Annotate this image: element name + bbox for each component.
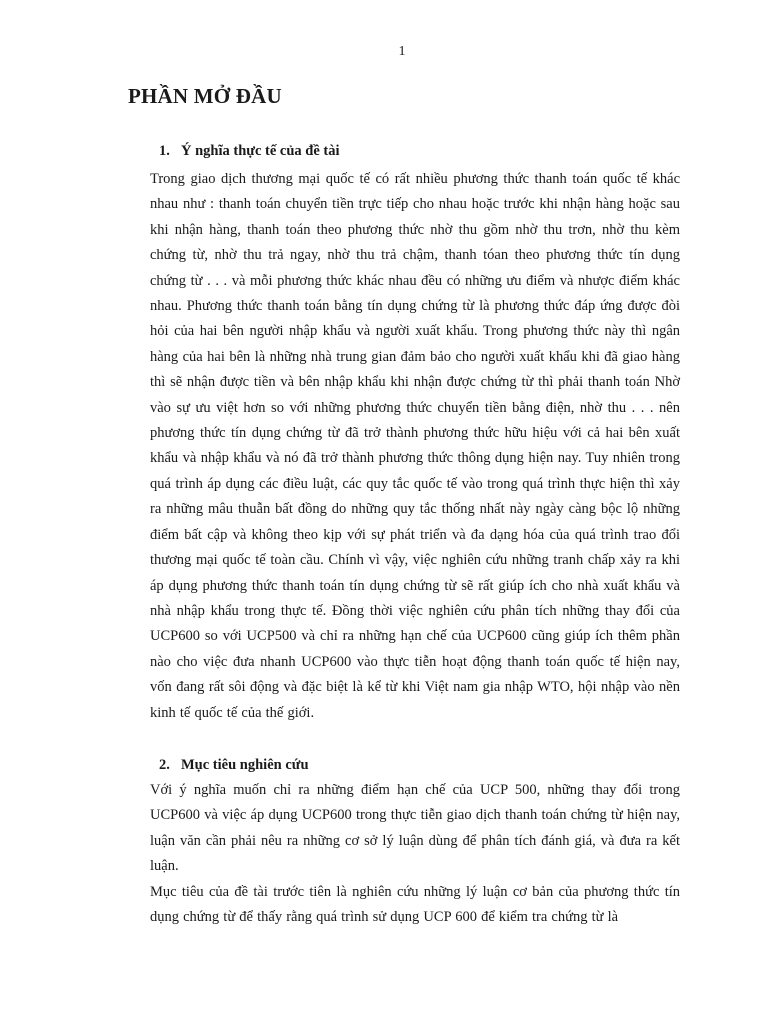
- body-paragraph: Với ý nghĩa muốn chỉ ra những điểm hạn chế của UCP 500, những thay đổi trong UCP600 và việc áp dụng UCP600 trong thực tiễn giao dịch thanh toán chứng từ hiện nay, luận văn cần phải nêu ra những cơ sở lý luận dùng để phân tích đánh giá, và đưa ra kết luận.: [150, 782, 680, 875]
- section-title-1: Ý nghĩa thực tế của đề tài: [181, 143, 340, 159]
- section-2-body: [150, 778, 680, 880]
- section-2-body-continued: [150, 880, 680, 931]
- section-1-body: [150, 167, 680, 726]
- body-paragraph: Trong giao dịch thương mại quốc tế có rất nhiều phương thức thanh toán quốc tế khác nhau như : thanh toán chuyển tiền trực tiếp cho nhau hoặc trước khi nhận hàng hoặc sau khi nhận hàng, thanh toán theo phương thức nhờ thu gồm nhờ thu trơn, nhờ thu kèm chứng từ, nhờ thu trả ngay, nhờ thu trả chậm, thanh tóan theo phương thức tín dụng chứng từ . . . và mỗi phương thức khác nhau đều có những ưu điểm và nhược điểm khác nhau. Phương thức thanh toán bằng tín dụng chứng từ là phương thức đáp ứng được đòi hỏi của hai bên người nhập khẩu và người xuất khẩu. Trong phương thức này thì ngân hàng của hai bên là những nhà trung gian đảm bảo cho người xuất khẩu khi đã giao hàng thì sẽ nhận được tiền và bên nhập khẩu khi nhận được chứng từ thì phải thanh toán Nhờ vào sự ưu việt hơn so với những phương thức chuyển tiền bằng điện, nhờ thu . . . nên phương thức tín dụng chứng từ đã trở thành phương thức hữu hiệu với cả hai bên xuất khẩu và nhập khẩu và nó đã trở thành phương thức thông dụng hiện nay. Tuy nhiên trong quá trình áp dụng các điều luật, các quy tắc quốc tế vào trong quá trình thực hiện thì xảy ra những mâu thuẫn bất đồng do những quy tắc thống nhất này ngày càng bộc lộ những điểm bất cập và không theo kịp với sự phát triển và đa dạng hóa của quá trình trao đổi thương mại quốc tế toàn cầu. Chính vì vậy, việc nghiên cứu những tranh chấp xảy ra khi áp dụng phương thức thanh toán tín dụng chứng từ sẽ rất giúp ích cho nhà xuất khẩu và nhà nhập khẩu trong thực tế. Đồng thời việc nghiên cứu phân tích những thay đổi của UCP600 so với UCP500 và chỉ ra những hạn chế của UCP600 cũng giúp ích thêm phần nào cho việc đưa nhanh UCP600 vào thực tiễn hoạt động thanh toán quốc tế hiện nay, vốn đang rất sôi động và đặc biệt là kể từ khi Việt nam gia nhập WTO, hội nhập vào nền kinh tế quốc tế của thế giới.: [150, 171, 680, 721]
- body-paragraph: Mục tiêu của đề tài trước tiên là nghiên cứu những lý luận cơ bản của phương thức tín dụng chứng từ để thấy rằng quá trình sử dụng UCP 600 để kiểm tra chứng từ là: [150, 884, 680, 926]
- section-title-2: Mục tiêu nghiên cứu: [181, 757, 309, 773]
- section-heading-1: [159, 143, 340, 160]
- page-number: 1: [398, 44, 406, 59]
- section-number-1: 1.: [159, 143, 170, 159]
- section-number-2: 2.: [159, 757, 170, 773]
- section-heading-2: [159, 757, 309, 774]
- document-title: PHẦN MỞ ĐẦU: [128, 84, 282, 108]
